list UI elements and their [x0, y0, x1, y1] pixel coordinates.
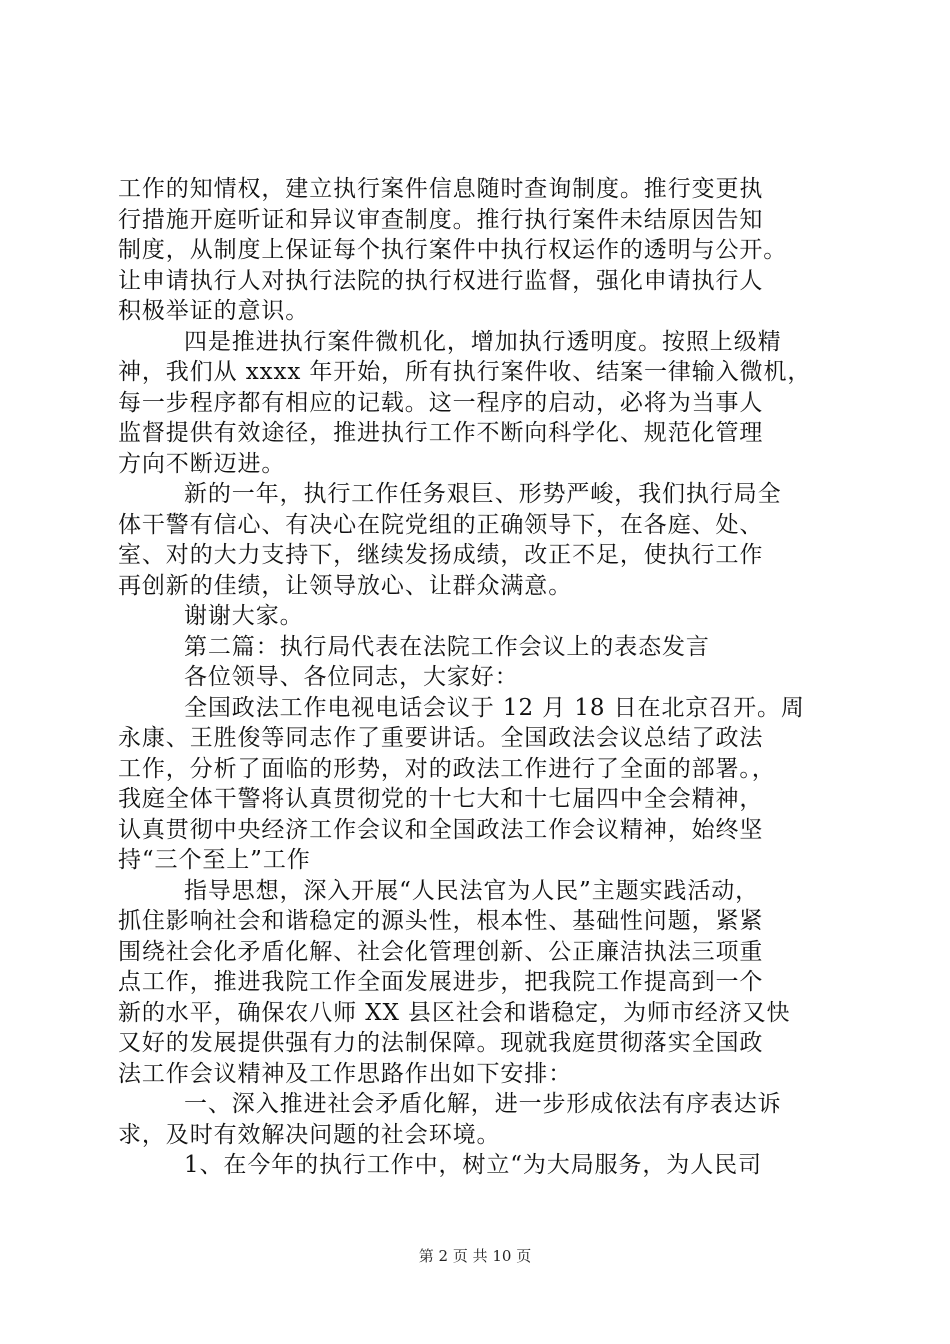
- text-line: 认真贯彻中央经济工作会议和全国政法工作会议精神，始终坚: [118, 816, 764, 843]
- text-line: 室、对的大力支持下，继续发扬成绩，改正不足，使执行工作: [118, 542, 764, 568]
- text-line: 神，我们从 xxxx 年开始，所有执行案件收、结案一律输入微机，: [118, 359, 812, 385]
- text-line: 持“三个至上”工作: [118, 847, 311, 873]
- text-line: 新的水平，确保农八师 XX 县区社会和谐稳定，为师市经济又快: [118, 999, 791, 1026]
- text-line: 1、在今年的执行工作中，树立“为大局服务，为人民司: [184, 1152, 762, 1178]
- text-line: 四是推进执行案件微机化，增加执行透明度。按照上级精: [184, 328, 782, 355]
- text-line: 谢谢大家。: [184, 603, 304, 629]
- text-line: 各位领导、各位同志，大家好：: [184, 664, 519, 690]
- text-line: 监督提供有效途径，推进执行工作不断向科学化、规范化管理: [118, 420, 764, 446]
- text-line: 体干警有信心、有决心在院党组的正确领导下，在各庭、处、: [118, 511, 764, 538]
- page-footer: 第 2 页 共 10 页: [418, 1247, 532, 1265]
- text-line: 点工作，推进我院工作全面发展进步，把我院工作提高到一个: [118, 969, 764, 995]
- text-line: 积极举证的意识。: [118, 298, 310, 324]
- text-line: 一、深入推进社会矛盾化解，进一步形成依法有序表达诉: [184, 1091, 782, 1117]
- text-line: 抓住影响社会和谐稳定的源头性，根本性、基础性问题，紧紧: [118, 908, 764, 934]
- text-line: 方向不断迈进。: [118, 450, 286, 477]
- text-line: 围绕社会化矛盾化解、社会化管理创新、公正廉洁执法三项重: [118, 938, 764, 965]
- text-line: 让申请执行人对执行法院的执行权进行监督，强化申请执行人: [118, 267, 764, 294]
- text-line: 每一步程序都有相应的记载。这一程序的启动，必将为当事人: [118, 389, 764, 416]
- text-line: 法工作会议精神及工作思路作出如下安排：: [118, 1060, 573, 1087]
- text-line: 工作，分析了面临的形势，对的政法工作进行了全面的部署。，: [118, 755, 776, 782]
- document-body: [118, 174, 838, 1181]
- text-line: 第二篇：执行局代表在法院工作会议上的表态发言: [184, 633, 710, 660]
- text-line: 行措施开庭听证和异议审查制度。推行执行案件未结原因告知: [118, 206, 764, 233]
- text-line: 永康、王胜俊等同志作了重要讲话。全国政法会议总结了政法: [118, 725, 764, 751]
- text-line: 工作的知情权，建立执行案件信息随时查询制度。推行变更执: [118, 176, 764, 202]
- text-line: 又好的发展提供强有力的法制保障。现就我庭贯彻落实全国政: [118, 1030, 764, 1056]
- text-line: 求，及时有效解决问题的社会环境。: [118, 1121, 501, 1148]
- text-line: 我庭全体干警将认真贯彻党的十七大和十七届四中全会精神，: [118, 786, 764, 812]
- text-line: 全国政法工作电视电话会议于 12 月 18 日在北京召开。周: [184, 694, 805, 721]
- text-line: 制度，从制度上保证每个执行案件中执行权运作的透明与公开。: [118, 237, 788, 263]
- text-line: 指导思想，深入开展“人民法官为人民”主题实践活动，: [184, 877, 760, 904]
- text-line: 再创新的佳绩，让领导放心、让群众满意。: [118, 572, 573, 599]
- text-line: 新的一年，执行工作任务艰巨、形势严峻，我们执行局全: [184, 481, 782, 507]
